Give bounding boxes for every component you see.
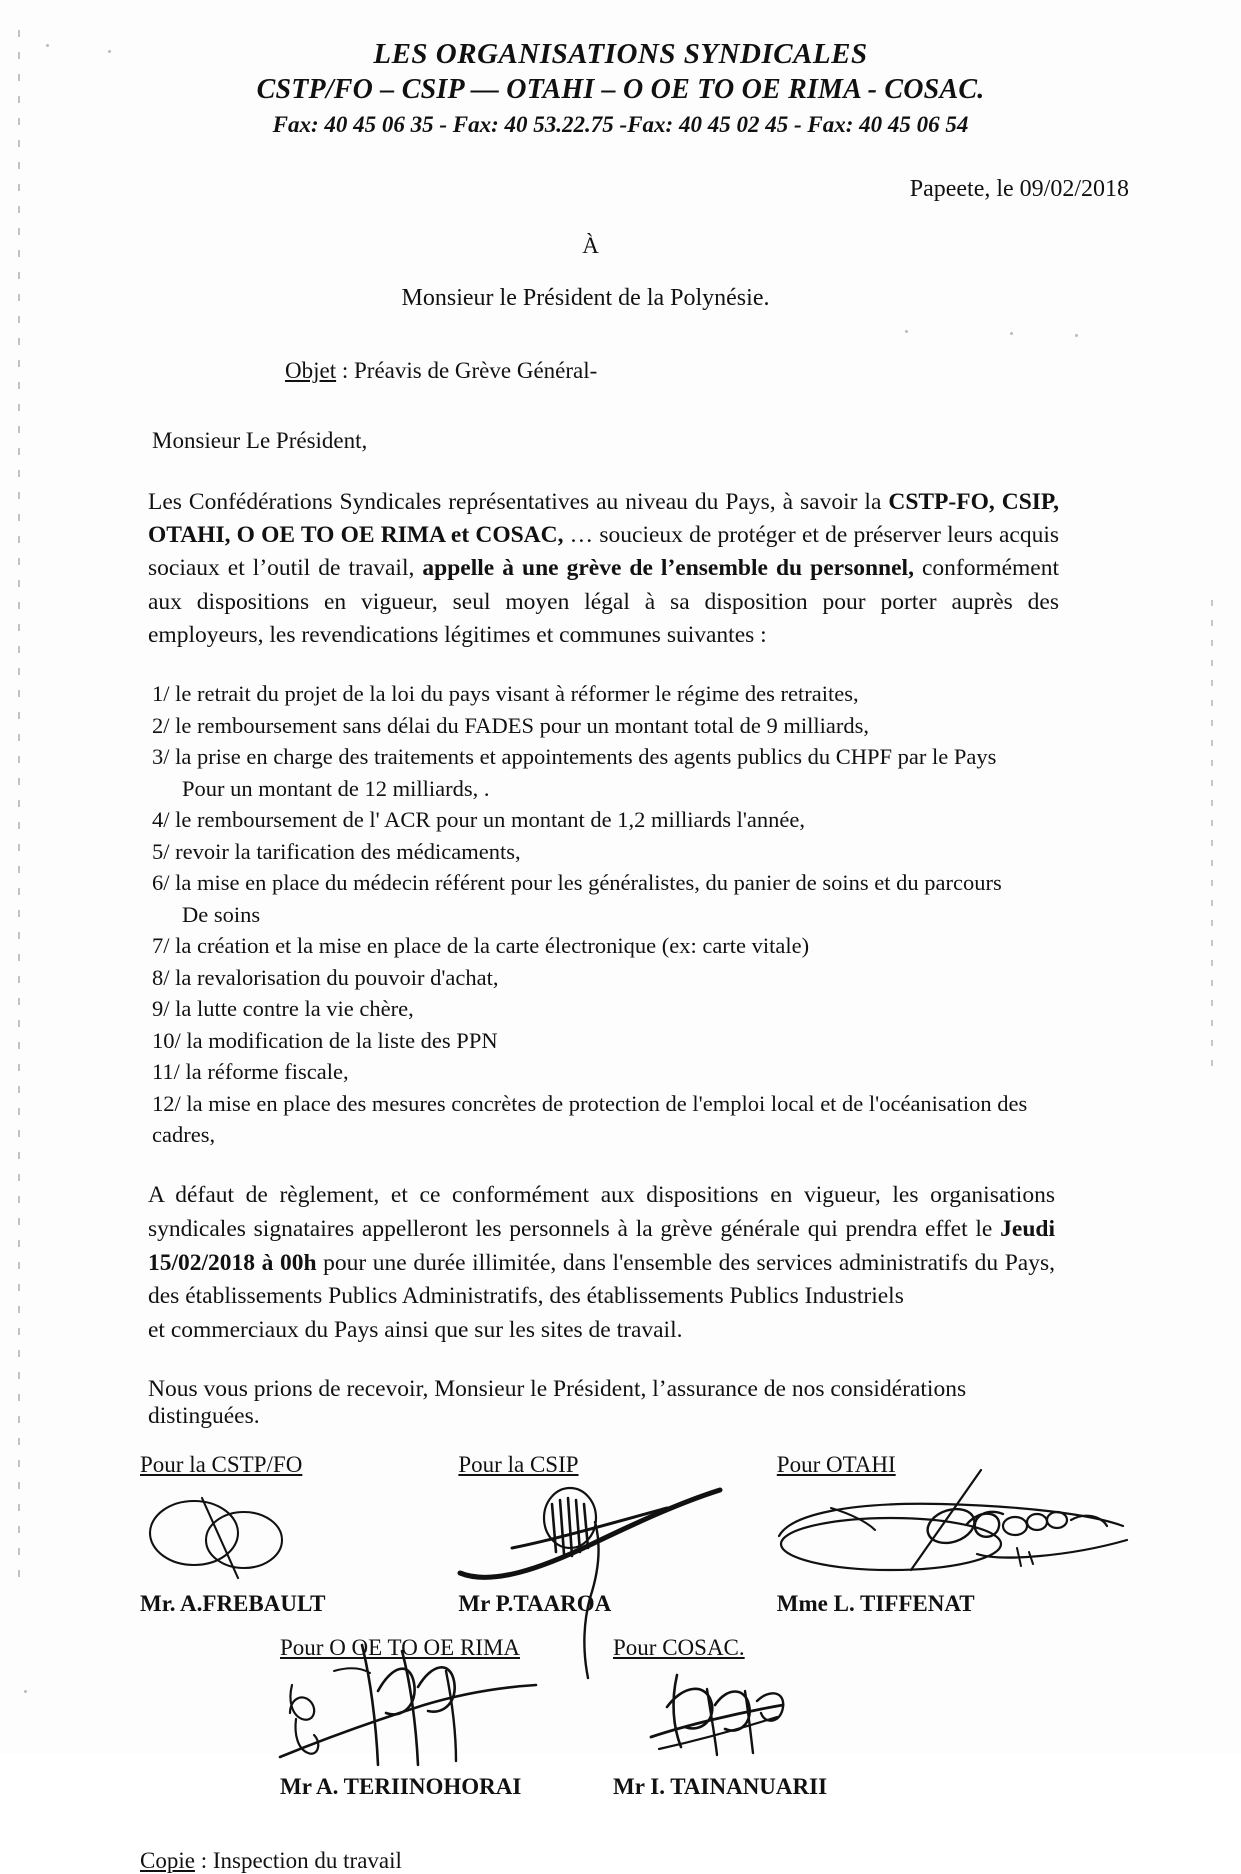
signature-area <box>0 1452 1241 1800</box>
subject-line <box>0 358 1241 384</box>
subject-text: : Préavis de Grève Général- <box>336 357 598 383</box>
signature-row-2 <box>140 1635 1121 1800</box>
body-part-3: conformément aux dispositions en vigueur, seul moyen légal à sa disposition pour porter auprès des employeurs, les revendications légitimes et communes suivantes : <box>148 555 1060 649</box>
signature-title: Pour O OE TO OE RIMA <box>280 1635 521 1661</box>
demand-item: 8/ la revalorisation du pouvoir d'achat, <box>152 964 499 990</box>
closing-part-3: et commerciaux du Pays ainsi que sur les sites de travail. <box>148 1317 683 1344</box>
signature-block-cosac <box>613 1635 946 1800</box>
demand-item-continuation: cadres, <box>152 1122 216 1148</box>
signature-block-otahi <box>777 1452 1121 1617</box>
body-part-2: … soucieux de protéger et de préserver leurs acquis sociaux et l’outil de travail, <box>148 522 1059 582</box>
signature-row-1 <box>140 1452 1121 1617</box>
letterhead <box>0 0 1241 140</box>
signatory-name: Mr P.TAAROA <box>458 1591 612 1617</box>
demands-list <box>0 678 1241 1151</box>
signatory-name: Mr A. TERIINOHORAI <box>280 1774 522 1800</box>
body-bold-unions: CSTP-FO, CSIP, OTAHI, O OE TO OE RIMA et COSAC, <box>148 488 1059 549</box>
copy-label: Copie <box>140 1848 195 1874</box>
place-and-date: Papeete, le 09/02/2018 <box>909 175 1129 202</box>
body-part-1: Les Confédérations Syndicales représentatives au niveau du Pays, à savoir la <box>148 488 889 515</box>
handwritten-signature-tainanuarii <box>607 1661 937 1771</box>
copy-text: : Inspection du travail <box>194 1848 402 1874</box>
signature-title: Pour la CSTP/FO <box>140 1452 303 1478</box>
letterhead-union-list: CSTP/FO – CSIP — OTAHI – O OE TO OE RIMA - COSAC. <box>256 74 985 106</box>
signature-block-csip <box>458 1452 776 1617</box>
signatory-name: Mr. A.FREBAULT <box>140 1591 326 1617</box>
signature-block-o-oe-to-oe-rima <box>280 1635 613 1800</box>
regards-line: Nous vous prions de recevoir, Monsieur le Président, l’assurance de nos considérations distinguées. <box>148 1376 967 1430</box>
closing-bold-date: Jeudi 15/02/2018 à 00h <box>148 1215 1055 1276</box>
demand-item: 4/ le remboursement de l' ACR pour un montant de 1,2 milliards l'année, <box>152 807 805 833</box>
demand-item: 3/ la prise en charge des traitements et appointements des agents publics du CHPF par le Pays <box>152 744 997 770</box>
handwritten-signature-teriinohorai <box>274 1661 604 1771</box>
addressee-prefix: À <box>582 232 599 258</box>
closing-paragraph <box>0 1179 1241 1348</box>
signature-title: Pour la CSIP <box>458 1452 579 1478</box>
copy-line <box>0 1848 1241 1874</box>
signatory-name: Mme L. TIFFENAT <box>776 1591 975 1617</box>
demand-item: 7/ la création et la mise en place de la carte électronique (ex: carte vitale) <box>152 933 810 959</box>
demand-item: 12/ la mise en place des mesures concrètes de protection de l'emploi local et de l'océanisation des <box>152 1090 1028 1116</box>
subject-label: Objet <box>285 357 337 383</box>
body-bold-strike-call: appelle à une grève de l’ensemble du personnel, <box>422 555 914 582</box>
demand-item: 11/ la réforme fiscale, <box>152 1059 349 1085</box>
closing-part-2: pour une durée illimitée, dans l'ensemble des services administratifs du Pays, des établissements Publics Administratifs, des établissements Publics Industriels <box>148 1249 1055 1310</box>
demand-item: 9/ la lutte contre la vie chère, <box>152 996 414 1022</box>
demand-item-continuation: De soins <box>182 901 261 927</box>
demand-item: 2/ le remboursement sans délai du FADES pour un montant total de 9 milliards, <box>152 712 869 738</box>
signature-title: Pour COSAC. <box>613 1635 745 1661</box>
handwritten-signature-taaroa <box>452 1478 782 1588</box>
demand-item: 10/ la modification de la liste des PPN <box>152 1027 498 1053</box>
demand-item: 1/ le retrait du projet de la loi du pays visant à réformer le régime des retraites, <box>152 681 859 707</box>
signature-title: Pour OTAHI <box>776 1452 896 1478</box>
signature-block-cstp-fo <box>140 1452 458 1617</box>
handwritten-signature-frebault <box>134 1478 464 1588</box>
body-paragraph <box>0 486 1241 653</box>
handwritten-signature-tiffenat <box>771 1478 1131 1588</box>
signatory-name: Mr I. TAINANUARII <box>613 1774 828 1800</box>
letterhead-fax-numbers: Fax: 40 45 06 35 - Fax: 40 53.22.75 -Fax: 40 45 02 45 - Fax: 40 45 06 54 <box>272 111 969 137</box>
addressee-name: Monsieur le Président de la Polynésie. <box>401 284 770 311</box>
demand-item: 6/ la mise en place du médecin référent pour les généralistes, du panier de soins et du parcours <box>152 870 1002 896</box>
demand-item-continuation: Pour un montant de 12 milliards, . <box>182 775 490 801</box>
closing-part-1: A défaut de règlement, et ce conformément aux dispositions en vigueur, les organisations syndicales signataires appelleront les personnels à la grève générale qui prendra effet le <box>148 1181 1055 1242</box>
letterhead-organization-title: LES ORGANISATIONS SYNDICALES <box>373 38 868 70</box>
demand-item: 5/ revoir la tarification des médicaments, <box>152 838 521 864</box>
salutation: Monsieur Le Président, <box>152 427 368 453</box>
